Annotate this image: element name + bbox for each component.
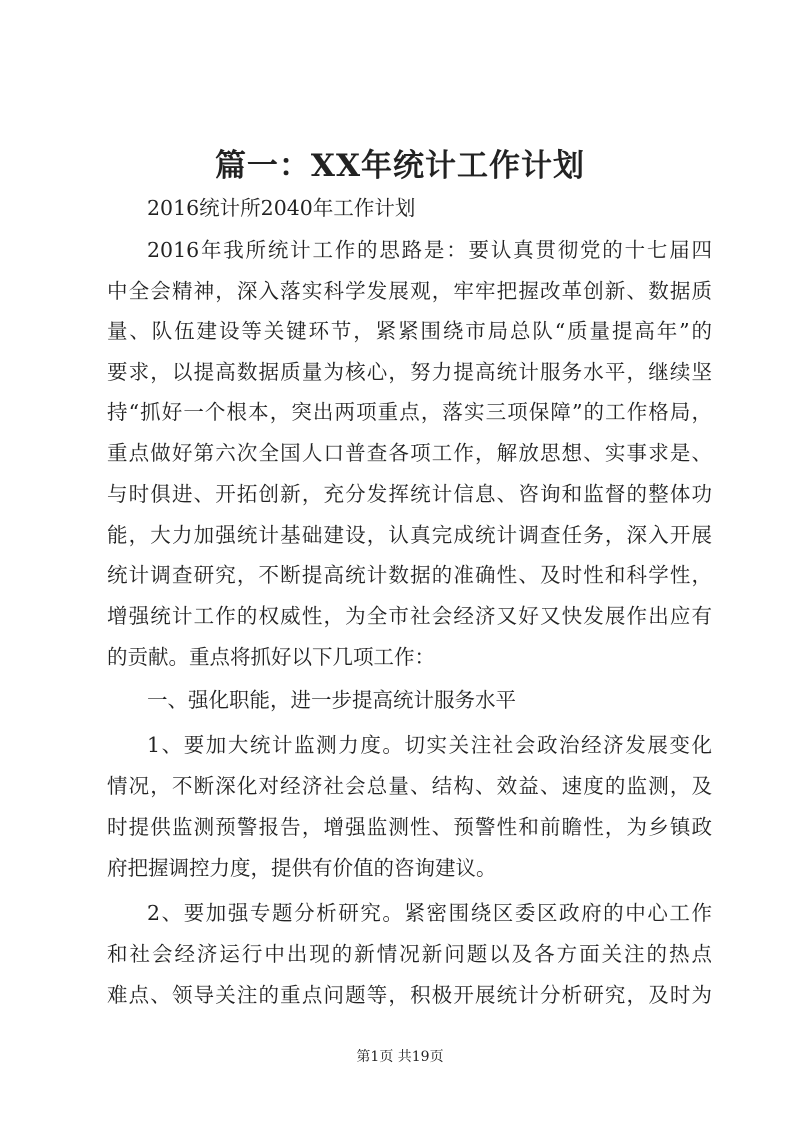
body-line: 的贡献。重点将抓好以下几项工作： — [107, 645, 435, 669]
body-line: 量、队伍建设等关键环节，紧紧围绕市局总队“质量提高年”的 — [107, 319, 712, 343]
body-line: 难点、领导关注的重点问题等，积极开展统计分析研究，及时为 — [107, 983, 712, 1007]
body-line: 增强统计工作的权威性，为全市社会经济又好又快发展作出应有 — [107, 604, 712, 628]
document-title: 篇一：XX年统计工作计划 — [214, 148, 586, 184]
body-line: 重点做好第六次全国人口普查各项工作，解放思想、实事求是、 — [107, 441, 712, 465]
page-number-footer: 第1页 共19页 — [356, 1049, 444, 1065]
body-line: 能，大力加强统计基础建设，认真完成统计调查任务，深入开展 — [107, 523, 712, 547]
body-line: 统计调查研究，不断提高统计数据的准确性、及时性和科学性， — [107, 563, 712, 587]
body-line: 要求，以提高数据质量为核心，努力提高统计服务水平，继续坚 — [107, 360, 712, 384]
body-line: 持“抓好一个根本，突出两项重点，落实三项保障”的工作格局， — [107, 400, 712, 424]
body-line: 和社会经济运行中出现的新情况新问题以及各方面关注的热点 — [107, 942, 712, 966]
body-line: 时提供监测预警报告，增强监测性、预警性和前瞻性，为乡镇政 — [107, 815, 712, 839]
subtitle-line: 2016统计所2040年工作计划 — [147, 196, 416, 220]
body-line: 情况，不断深化对经济社会总量、结构、效益、速度的监测，及 — [107, 774, 712, 798]
body-line: 2016年我所统计工作的思路是：要认真贯彻党的十七届四 — [147, 238, 712, 262]
section-heading: 一、强化职能，进一步提高统计服务水平 — [147, 688, 516, 712]
body-line: 2、要加强专题分析研究。紧密围绕区委区政府的中心工作 — [147, 901, 712, 925]
body-line: 府把握调控力度，提供有价值的咨询建议。 — [107, 856, 497, 880]
body-line: 1、要加大统计监测力度。切实关注社会政治经济发展变化 — [147, 733, 712, 757]
body-line: 中全会精神，深入落实科学发展观，牢牢把握改革创新、数据质 — [107, 279, 712, 303]
body-line: 与时俱进、开拓创新，充分发挥统计信息、咨询和监督的整体功 — [107, 482, 712, 506]
